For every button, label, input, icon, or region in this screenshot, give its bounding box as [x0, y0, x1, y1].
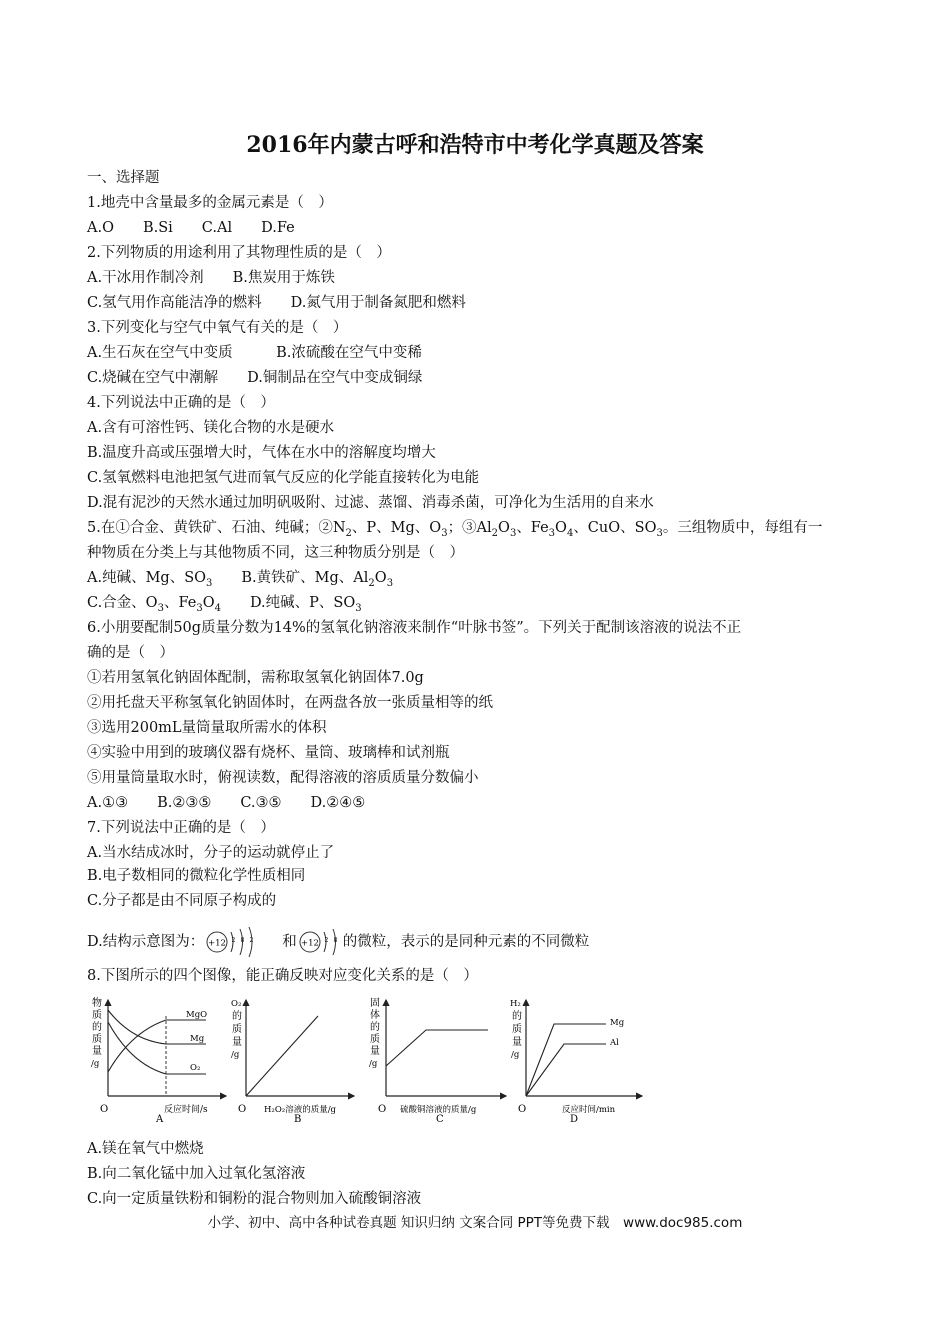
- q7-option-a: A.当水结成冰时，分子的运动就停止了: [87, 845, 335, 861]
- q4-option-b: B.温度升高或压强增大时，气体在水中的溶解度均增大: [87, 445, 436, 461]
- svg-text:O: O: [100, 1104, 109, 1115]
- q6-statement-1: ①若用氢氧化钠固体配制，需称取氢氧化钠固体7.0g: [87, 670, 424, 686]
- svg-text:+12: +12: [208, 938, 227, 949]
- svg-text:反应时间/min: 反应时间/min: [562, 1105, 616, 1115]
- svg-text:的: 的: [232, 1011, 242, 1022]
- graph-c: [369, 997, 506, 1122]
- q7-option-d: D.结构示意图为： +12 2 8 2 和 +12 2 8 的微粒，表示的是同种元素的不同微粒: [87, 925, 589, 959]
- svg-text:量: 量: [512, 1037, 522, 1048]
- svg-text:O: O: [378, 1104, 387, 1115]
- section-heading: 一、选择题: [87, 170, 160, 186]
- graph-b: [231, 999, 354, 1122]
- svg-text:MgO: MgO: [186, 1010, 208, 1020]
- q7-option-c: C.分子都是由不同原子构成的: [87, 893, 277, 909]
- svg-text:2: 2: [324, 937, 329, 944]
- svg-text:固: 固: [370, 998, 380, 1009]
- svg-text:O: O: [238, 1104, 247, 1115]
- svg-text:O₂: O₂: [190, 1063, 201, 1073]
- q7-option-b: B.电子数相同的微粒化学性质相同: [87, 868, 306, 884]
- svg-text:的: 的: [370, 1022, 380, 1033]
- q5-stem: 5.在①合金、黄铁矿、石油、纯碱；$②N_2$、P、Mg、$O_3$；$③Al_2O_3$、$Fe_3O_4$、CuO、$SO_3$。三组物质中，每组有一: [87, 520, 823, 539]
- svg-text:8: 8: [240, 937, 245, 944]
- q8-option-a: A.镁在氧气中燃烧: [87, 1141, 204, 1157]
- svg-text:2: 2: [249, 937, 254, 944]
- svg-text:Mg: Mg: [610, 1018, 625, 1028]
- q1-stem: 1.地壳中含量最多的金属元素是（ ）: [87, 195, 333, 211]
- q7-stem: 7.下列说法中正确的是（ ）: [87, 820, 275, 836]
- svg-text:体: 体: [370, 1010, 380, 1021]
- graph-a: [91, 996, 226, 1122]
- svg-text:/g: /g: [511, 1050, 520, 1060]
- svg-text:的: 的: [512, 1011, 522, 1022]
- svg-text:C: C: [436, 1114, 444, 1122]
- svg-text:H₂O₂溶液的质量/g: H₂O₂溶液的质量/g: [264, 1105, 337, 1115]
- svg-text:/g: /g: [369, 1059, 378, 1069]
- page-footer[interactable]: 小学、初中、高中各种试卷真题 知识归纳 文案合同 PPT等免费下载 www.doc985.com: [207, 1215, 743, 1231]
- svg-text:O₂: O₂: [231, 999, 242, 1009]
- svg-text:D: D: [570, 1114, 579, 1122]
- svg-text:量: 量: [232, 1037, 242, 1048]
- q6-statement-3: ③选用200mL量筒量取所需水的体积: [87, 720, 327, 736]
- q3-options-ab: A.生石灰在空气中变质 B.浓硫酸在空气中变稀: [87, 345, 422, 361]
- svg-text:量: 量: [92, 1046, 102, 1057]
- q6-stem: 6.小朋要配制50g质量分数为14%的氢氧化钠溶液来制作“叶脉书签”。下列关于配制该溶液的说法不正: [87, 620, 742, 636]
- q4-option-d: D.混有泥沙的天然水通过加明矾吸附、过滤、蒸馏、消毒杀菌，可净化为生活用的自来水: [87, 495, 654, 511]
- q5-options-cd: C.合金、$O_3$、$Fe_3O_4$ D.纯碱、P、$SO_3$: [87, 595, 362, 614]
- svg-text:2: 2: [231, 937, 236, 944]
- svg-text:质: 质: [512, 1024, 522, 1035]
- svg-text:硫酸铜溶液的质量/g: 硫酸铜溶液的质量/g: [400, 1105, 477, 1115]
- svg-text:质: 质: [370, 1034, 380, 1045]
- q1-options: A.O B.Si C.Al D.Fe: [87, 220, 295, 236]
- q5-options-ab: A.纯碱、Mg、$SO_3$ B.黄铁矿、Mg、$Al_2O_3$: [87, 570, 394, 589]
- q8-stem: 8.下图所示的四个图像，能正确反映对应变化关系的是（ ）: [87, 968, 478, 984]
- svg-text:B: B: [294, 1114, 302, 1122]
- page-title: 2016年内蒙古呼和浩特市中考化学真题及答案: [246, 132, 704, 158]
- q3-stem: 3.下列变化与空气中氧气有关的是（ ）: [87, 320, 348, 336]
- q4-option-a: A.含有可溶性钙、镁化合物的水是硬水: [87, 420, 335, 436]
- atom-structure-mg-ion-icon: [297, 925, 343, 959]
- q5-stem-cont: 种物质在分类上与其他物质不同，这三种物质分别是（ ）: [87, 545, 464, 561]
- q4-stem: 4.下列说法中正确的是（ ）: [87, 395, 275, 411]
- q8-option-b: B.向二氧化锰中加入过氧化氢溶液: [87, 1166, 306, 1182]
- q2-options-cd: C.氢气用作高能洁净的燃料 D.氮气用于制备氮肥和燃料: [87, 295, 466, 311]
- svg-text:反应时间/s: 反应时间/s: [164, 1105, 208, 1115]
- svg-text:的: 的: [92, 1022, 102, 1033]
- q8-graphs-figure: [86, 994, 646, 1126]
- svg-text:Al: Al: [610, 1038, 619, 1048]
- svg-text:质: 质: [232, 1024, 242, 1035]
- svg-text:8: 8: [333, 937, 338, 944]
- graph-d: [510, 999, 642, 1122]
- q3-options-cd: C.烧碱在空气中潮解 D.铜制品在空气中变成铜绿: [87, 370, 423, 386]
- svg-text:/g: /g: [231, 1050, 240, 1060]
- q2-stem: 2.下列物质的用途利用了其物理性质的是（ ）: [87, 245, 391, 261]
- svg-text:物: 物: [92, 998, 102, 1009]
- q4-option-c: C.氢氧燃料电池把氢气进而氧气反应的化学能直接转化为电能: [87, 470, 480, 486]
- atom-structure-mg-icon: [204, 925, 258, 959]
- svg-text:O: O: [518, 1104, 527, 1115]
- svg-text:A: A: [156, 1114, 164, 1122]
- svg-text:+12: +12: [300, 938, 319, 949]
- svg-text:/g: /g: [91, 1059, 100, 1069]
- svg-text:H₂: H₂: [510, 999, 521, 1009]
- q6-options: A.①③ B.②③⑤ C.③⑤ D.②④⑤: [87, 795, 366, 811]
- q6-stem-cont: 确的是（ ）: [87, 645, 174, 661]
- svg-text:质: 质: [92, 1010, 102, 1021]
- q6-statement-2: ②用托盘天平称氢氧化钠固体时，在两盘各放一张质量相等的纸: [87, 695, 493, 711]
- q8-option-c: C.向一定质量铁粉和铜粉的混合物则加入硫酸铜溶液: [87, 1191, 422, 1207]
- q2-options-ab: A.干冰用作制冷剂 B.焦炭用于炼铁: [87, 270, 335, 286]
- svg-text:量: 量: [370, 1046, 380, 1057]
- q6-statement-5: ⑤用量筒量取水时，俯视读数，配得溶液的溶质质量分数偏小: [87, 770, 479, 786]
- svg-text:Mg: Mg: [190, 1034, 205, 1044]
- q6-statement-4: ④实验中用到的玻璃仪器有烧杯、量筒、玻璃棒和试剂瓶: [87, 745, 450, 761]
- svg-text:质: 质: [92, 1034, 102, 1045]
